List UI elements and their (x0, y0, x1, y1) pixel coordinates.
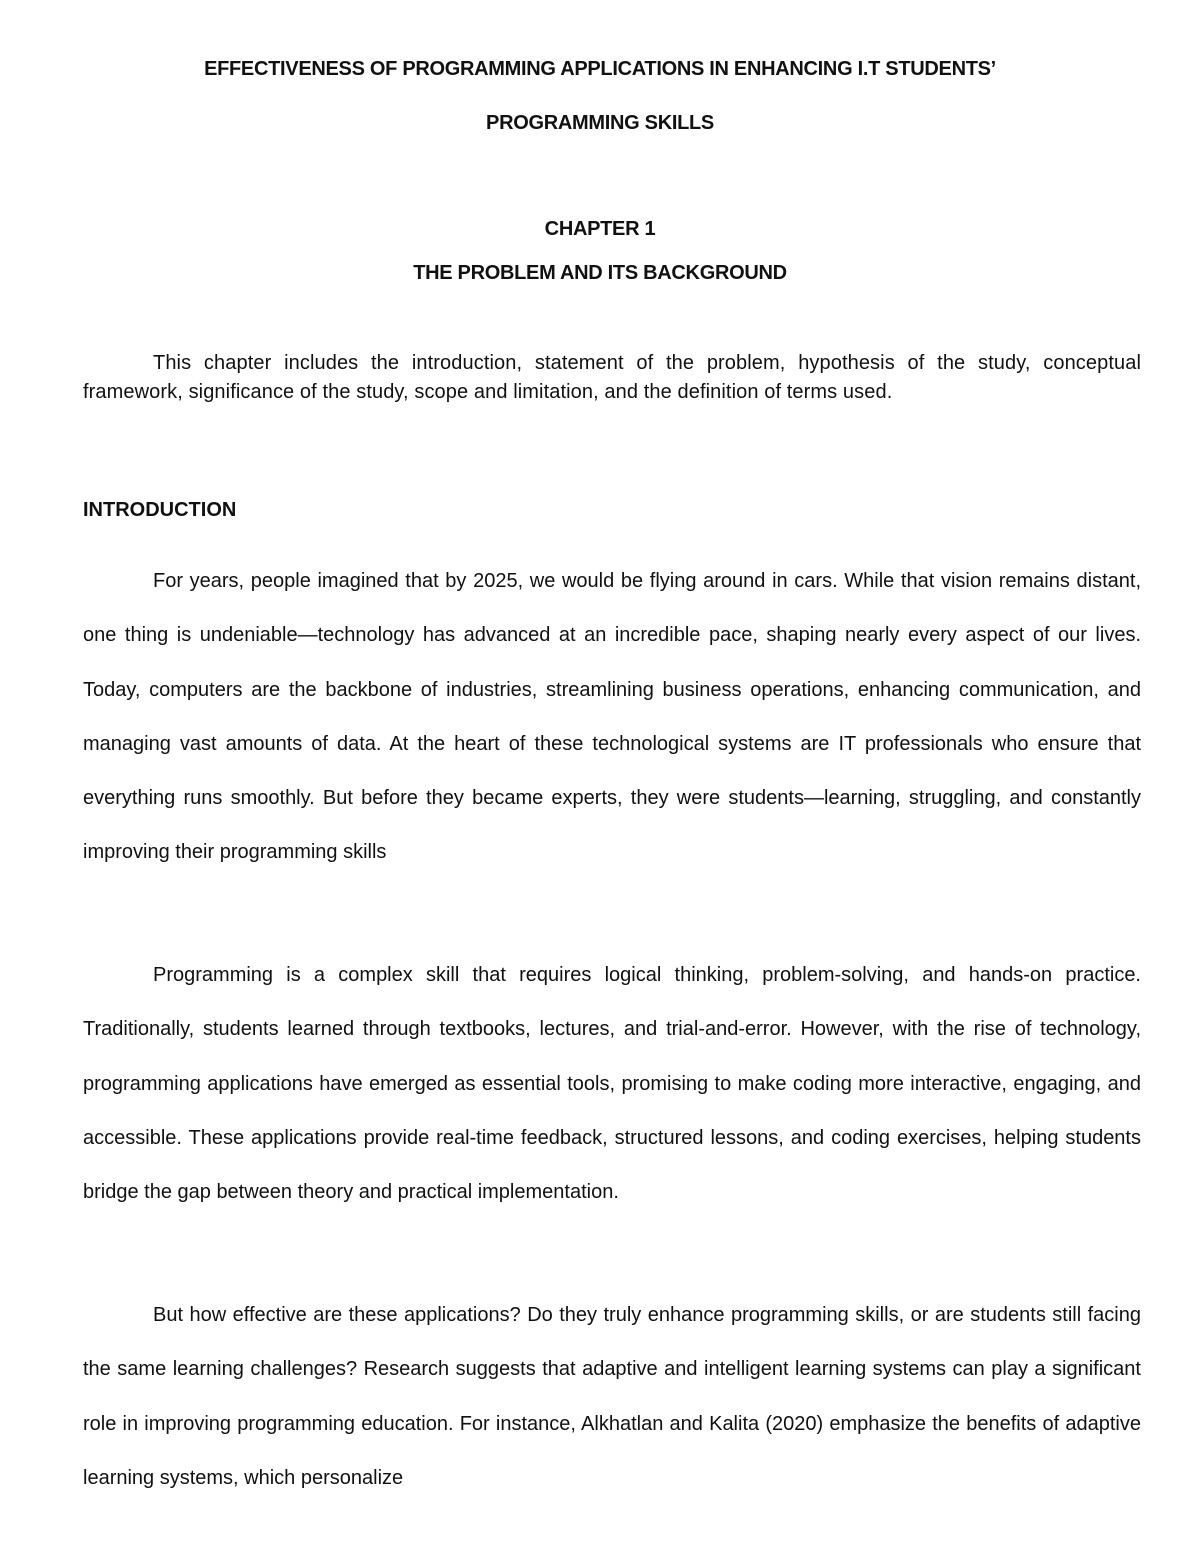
chapter-summary: This chapter includes the introduction, statement of the problem, hypothesis of the study, conceptual framework, significance of the study, scope and limitation, and the definition of terms used. (83, 352, 1141, 403)
body-paragraph: For years, people imagined that by 2025, we would be flying around in cars. While that vision remains distant, one thing is undeniable—technology has advanced at an incredible pace, shaping nearly every aspect of our lives. Today, computers are the backbone of industries, streamlining business operations, enhancing communication, and managing vast amounts of data. At the heart of these technological systems are IT professionals who ensure that everything runs smoothly. But before they became experts, they were students—learning, struggling, and constantly improving their programming skills (83, 570, 1141, 864)
document-title-line-1: EFFECTIVENESS OF PROGRAMMING APPLICATIONS IN ENHANCING I.T STUDENTS’ (204, 58, 996, 80)
section-heading-introduction: INTRODUCTION (83, 499, 237, 521)
body-paragraph: But how effective are these applications? Do they truly enhance programming skills, or are students still facing the same learning challenges? Research suggests that adaptive and intelligent learning systems can play a significant role in improving programming education. For instance, Alkhatlan and Kalita (2020) emphasize the benefits of adaptive learning systems, which personalize (83, 1304, 1141, 1489)
body-paragraph: Programming is a complex skill that requires logical thinking, problem-solving, and hands-on practice. Traditionally, students learned through textbooks, lectures, and trial-and-error. However, with the rise of technology, programming applications have emerged as essential tools, promising to make coding more interactive, engaging, and accessible. These applications provide real-time feedback, structured lessons, and coding exercises, helping students bridge the gap between theory and practical implementation. (83, 964, 1141, 1204)
document-title-line-2: PROGRAMMING SKILLS (486, 112, 714, 134)
chapter-number: CHAPTER 1 (544, 218, 656, 240)
chapter-title: THE PROBLEM AND ITS BACKGROUND (413, 262, 787, 284)
